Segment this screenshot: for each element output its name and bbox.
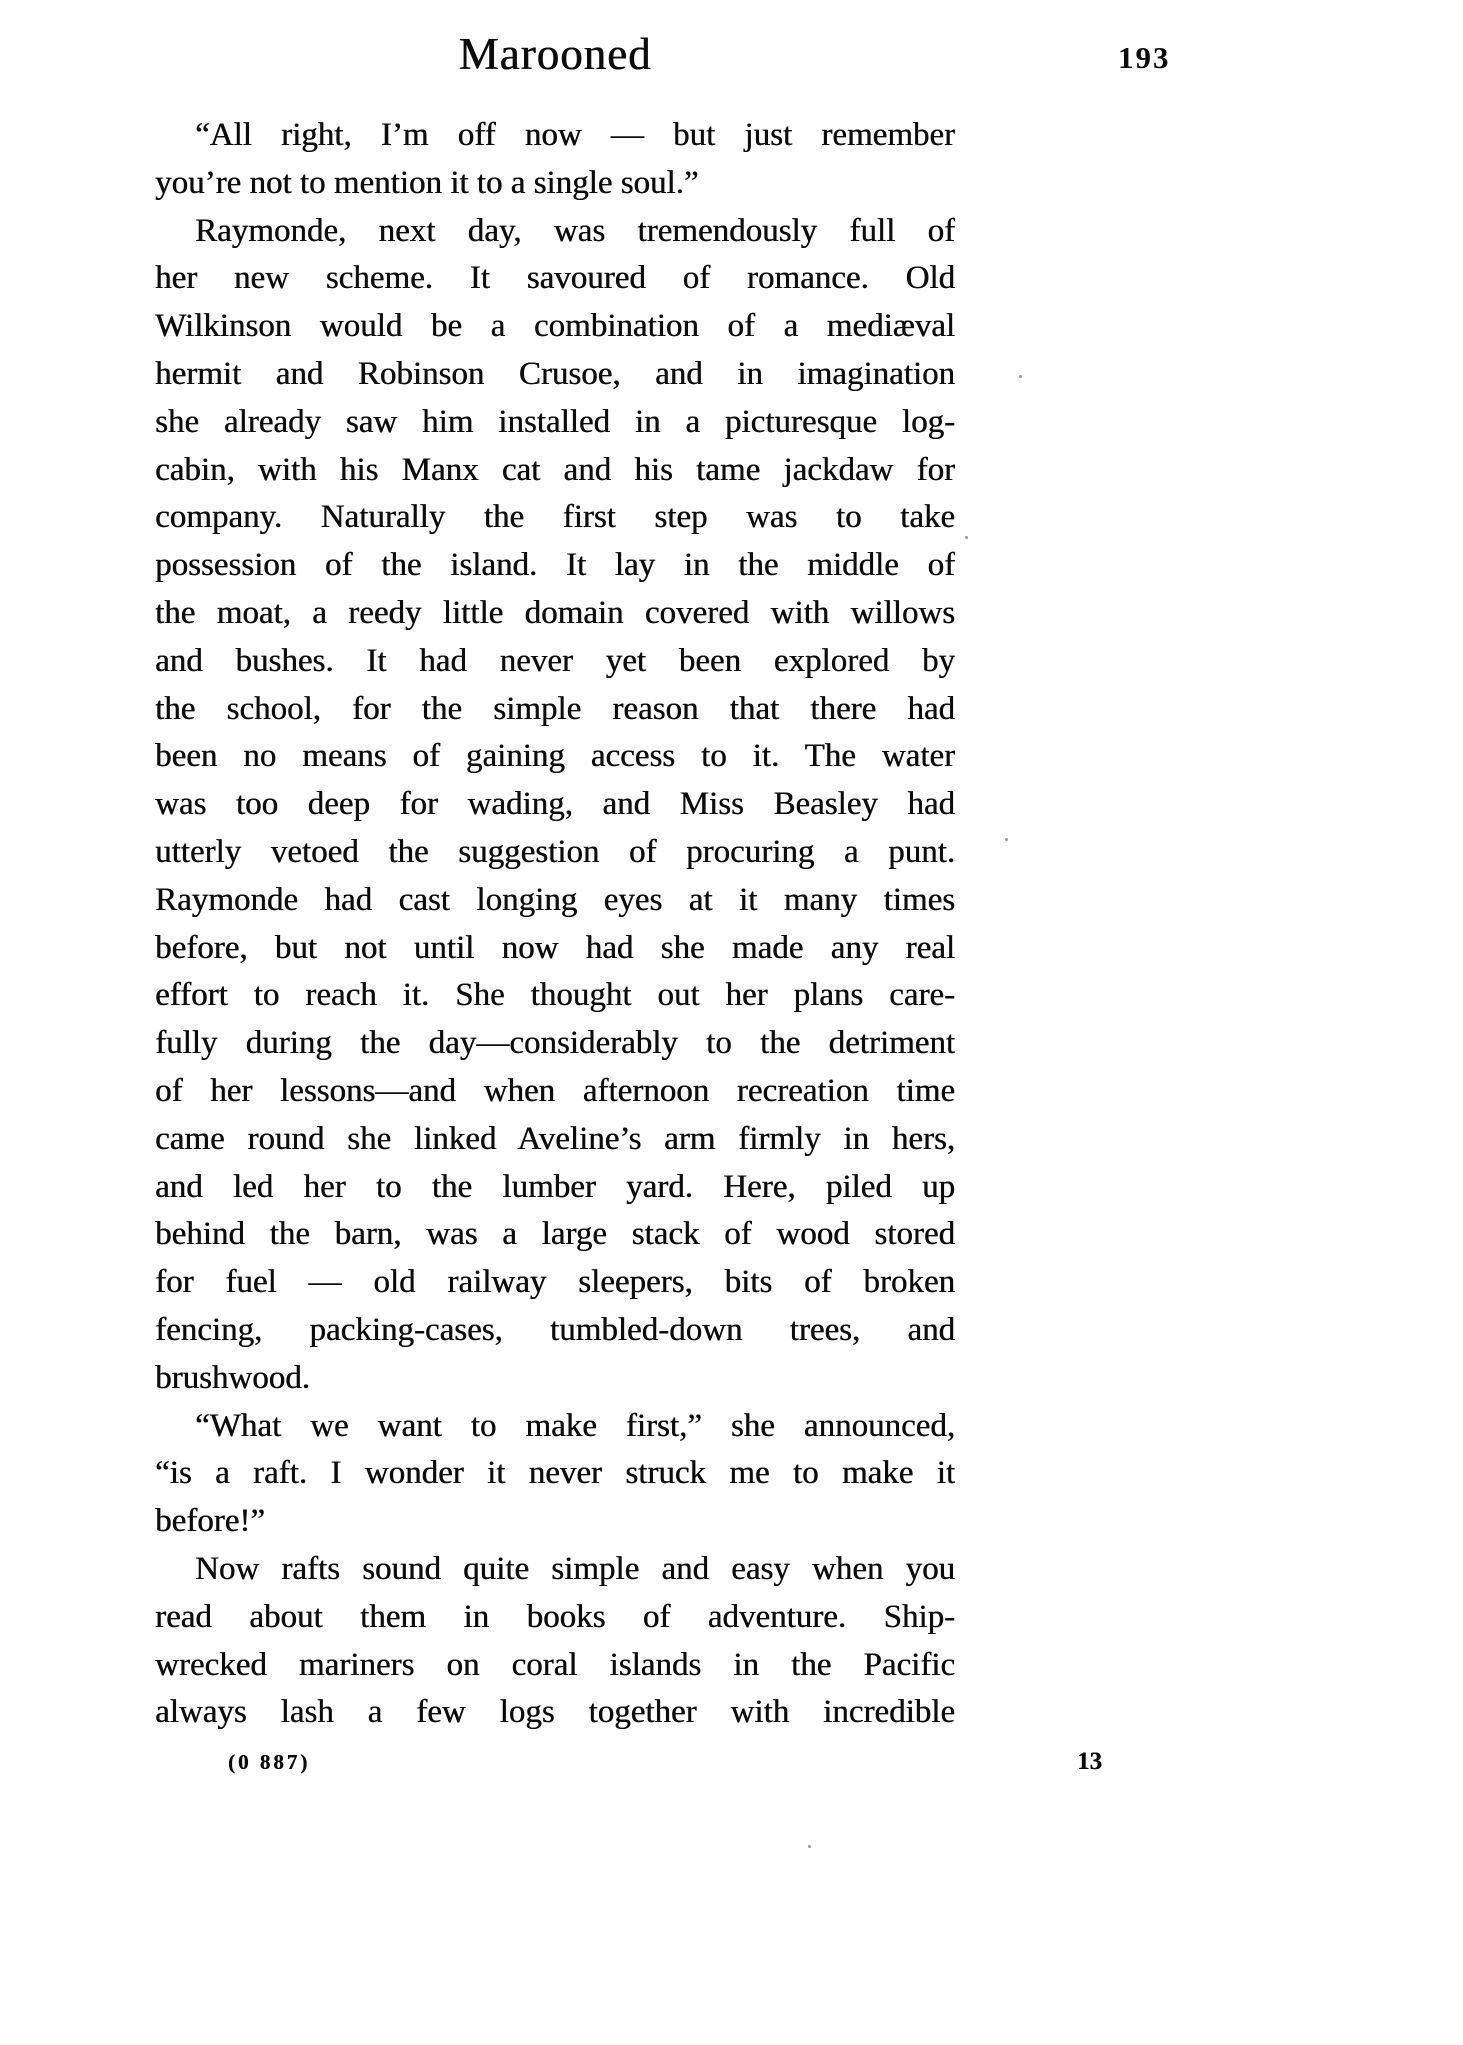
text-line: fully during the day—considerably to the detriment: [155, 1025, 955, 1062]
text-line: before, but not until now had she made any real: [155, 929, 955, 966]
text-line: read about them in books of adventure. Ship-: [155, 1598, 955, 1635]
printer-signature-mark: (0 887): [228, 1750, 311, 1774]
text-line: possession of the island. It lay in the middle of: [155, 547, 955, 584]
text-line: before!”: [155, 1503, 265, 1540]
text-line: behind the barn, was a large stack of wood stored: [155, 1216, 955, 1253]
text-line: Wilkinson would be a combination of a mediæval: [155, 308, 955, 345]
scan-speck: [808, 1845, 811, 1848]
scan-speck: [1019, 375, 1022, 378]
paragraph: [155, 1546, 955, 1737]
scan-speck: [1005, 838, 1008, 841]
paragraph: [155, 208, 955, 1403]
text-line: company. Naturally the first step was to take: [155, 499, 955, 536]
body-text: [155, 112, 955, 1737]
text-line: brushwood.: [155, 1359, 310, 1396]
text-line: always lash a few logs together with incredible: [155, 1694, 955, 1731]
text-line: for fuel — old railway sleepers, bits of broken: [155, 1264, 955, 1301]
text-line: Raymonde, next day, was tremendously full of: [195, 212, 955, 249]
text-line: fencing, packing-cases, tumbled-down trees, and: [155, 1311, 955, 1348]
text-line: her new scheme. It savoured of romance. Old: [155, 260, 955, 297]
text-line: effort to reach it. She thought out her plans care-: [155, 977, 955, 1014]
text-line: “What we want to make first,” she announced,: [195, 1407, 955, 1444]
text-line: “All right, I’m off now — but just remember: [195, 117, 955, 153]
paragraph: [155, 112, 955, 208]
text-line: Now rafts sound quite simple and easy when you: [195, 1550, 955, 1587]
text-line: cabin, with his Manx cat and his tame jackdaw for: [155, 451, 955, 488]
text-line: the school, for the simple reason that there had: [155, 690, 955, 727]
text-line: came round she linked Aveline’s arm firmly in hers,: [155, 1120, 955, 1157]
text-line: the moat, a reedy little domain covered with willows: [155, 594, 955, 631]
paragraph: [155, 1403, 955, 1546]
text-line: wrecked mariners on coral islands in the Pacific: [155, 1646, 955, 1683]
text-line: you’re not to mention it to a single soul.”: [155, 164, 699, 201]
text-line: was too deep for wading, and Miss Beasley had: [155, 786, 955, 823]
page-number: 193: [1118, 40, 1171, 75]
text-line: been no means of gaining access to it. The water: [155, 738, 955, 775]
text-line: “is a raft. I wonder it never struck me to make it: [155, 1455, 955, 1492]
page-header: [155, 28, 955, 80]
text-line: of her lessons—and when afternoon recreation time: [155, 1072, 955, 1109]
scan-speck: [965, 536, 968, 539]
gathering-number: 13: [1077, 1748, 1102, 1775]
text-line: hermit and Robinson Crusoe, and in imagination: [155, 355, 955, 392]
text-line: utterly vetoed the suggestion of procuring a punt.: [155, 833, 955, 870]
text-line: Raymonde had cast longing eyes at it many times: [155, 881, 955, 918]
text-line: she already saw him installed in a picturesque log-: [155, 403, 955, 440]
text-line: and bushes. It had never yet been explored by: [155, 642, 955, 679]
text-line: and led her to the lumber yard. Here, piled up: [155, 1168, 955, 1205]
page-title: Marooned: [458, 29, 652, 79]
